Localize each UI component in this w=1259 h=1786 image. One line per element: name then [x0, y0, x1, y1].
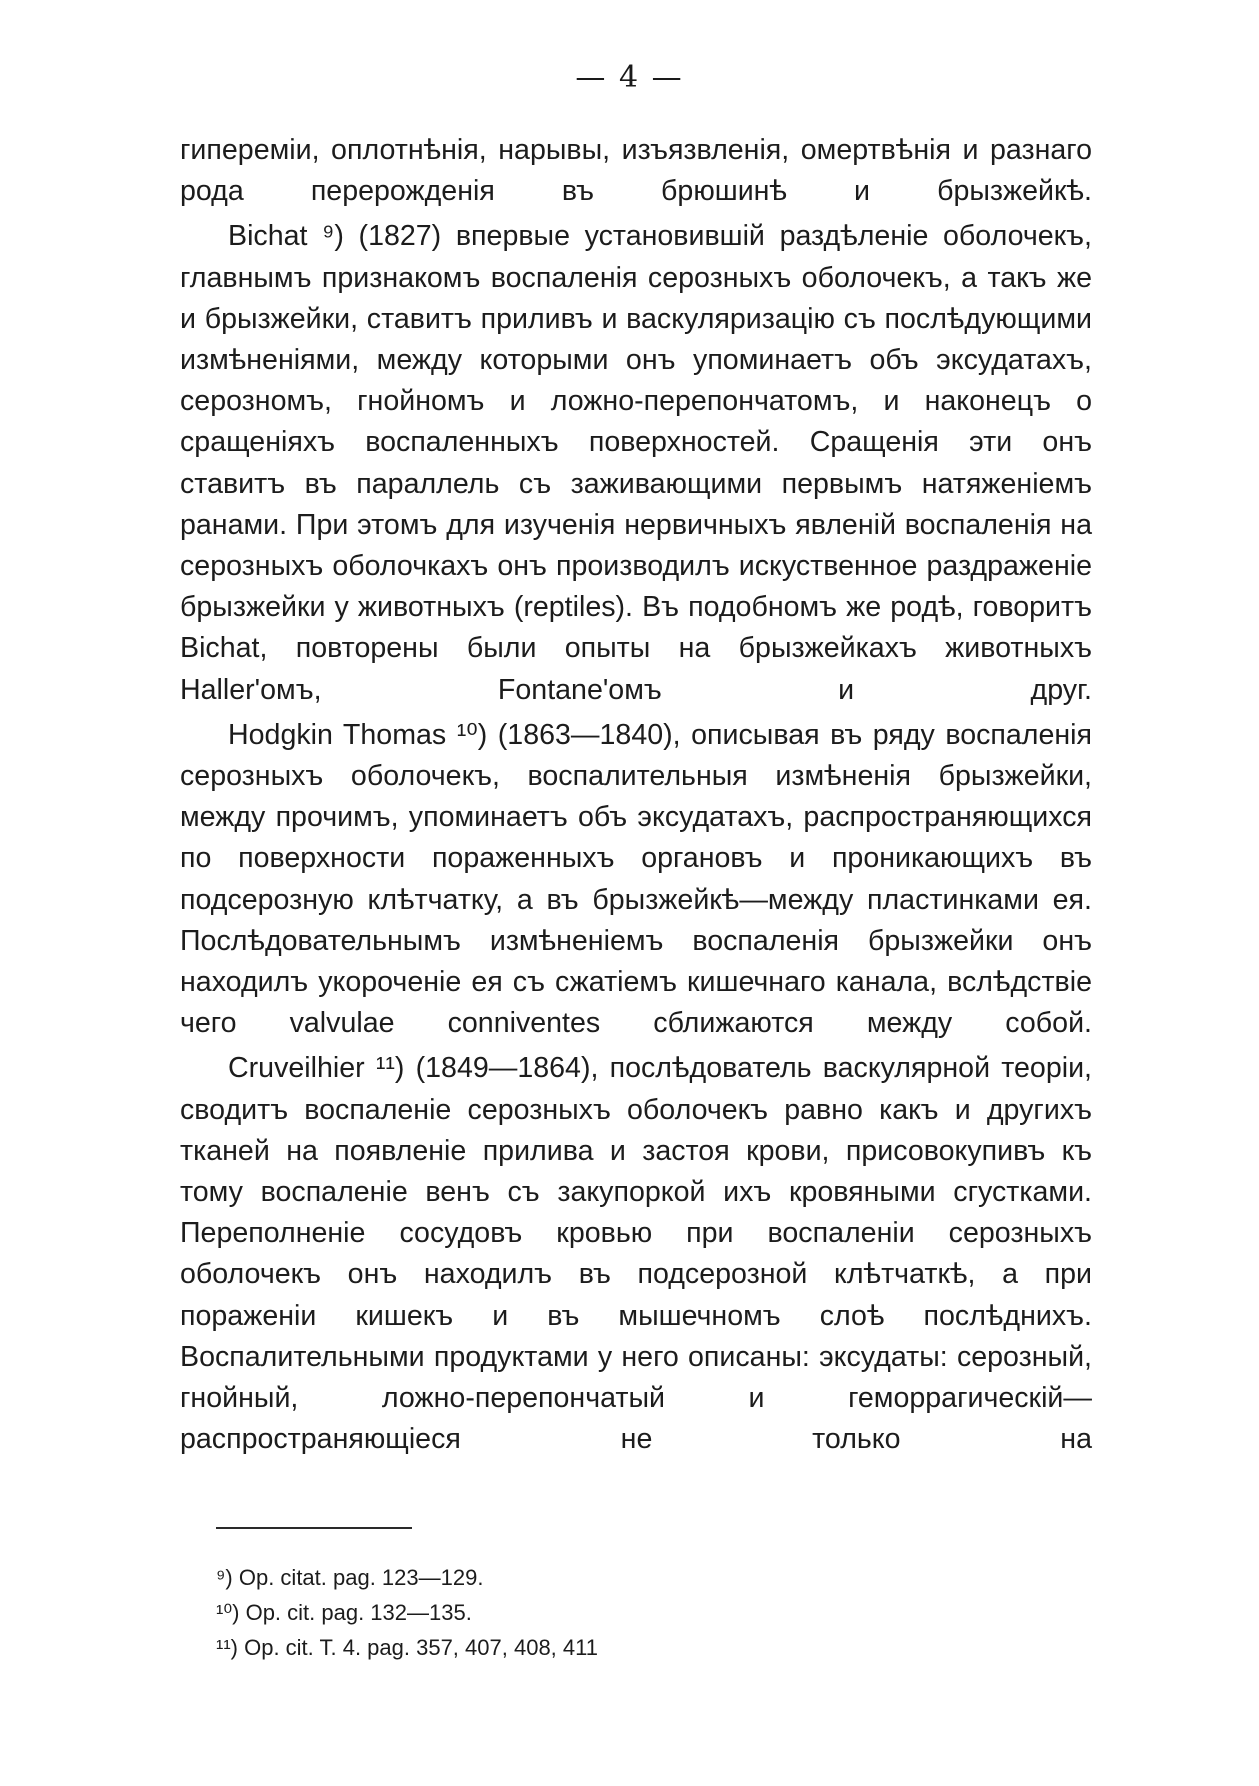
paragraph-cruveilhier: Cruveilhier ¹¹) (1849—1864), послѣдователь васкулярной теоріи, сводитъ воспаленіе серозныхъ оболочекъ равно какъ и другихъ тканей на появленіе прилива и застоя крови, присовокупивъ къ тому воспаленіе венъ съ закупоркой ихъ кровяными сгустками. Переполненіе сосудовъ кровью при воспаленіи серозныхъ оболочекъ онъ находилъ въ подсерозной клѣтчаткѣ, а при пораженіи кишекъ и въ мышечномъ слоѣ послѣднихъ. Воспалительными продуктами у него описаны: эксудаты: серозный, гнойный, ложно-перепончатый и геморрагическій—распространяющіеся не только на — [180, 1052, 1092, 1456]
footnote-10: ¹⁰) Op. cit. pag. 132—135. — [216, 1600, 472, 1625]
paragraph-continuation: гипереміи, оплотнѣнія, нарывы, изъязвленія, омертвѣнія и разнаго рода перерожденія въ брюшинѣ и брызжейкѣ. — [180, 134, 1092, 208]
footnote-11: ¹¹) Op. cit. T. 4. pag. 357, 407, 408, 411 — [216, 1635, 598, 1660]
footnotes — [216, 1560, 916, 1665]
footnote-divider — [216, 1527, 412, 1529]
page-number: — 4 — — [575, 60, 684, 95]
footnote-9: ⁹) Op. citat. pag. 123—129. — [216, 1565, 484, 1590]
body-text — [180, 130, 1092, 1465]
paragraph-bichat: Bichat ⁹) (1827) впервые установившій раздѣленіе оболочекъ, главнымъ признакомъ воспаленія серозныхъ оболочекъ, а такъ же и брызжейки, ставитъ приливъ и васкуляризацію съ послѣдующими измѣненіями, между которыми онъ упоминаетъ объ эксудатахъ, серозномъ, гнойномъ и ложно-перепончатомъ, и наконецъ о сращеніяхъ воспаленныхъ поверхностей. Сращенія эти онъ ставитъ въ параллель съ заживающими первымъ натяженіемъ ранами. При этомъ для изученія нервичныхъ явленій воспаленія на серозныхъ оболочкахъ онъ производилъ искуственное раздраженіе брызжейки у животныхъ (reptiles). Въ подобномъ же родѣ, говоритъ Bichat, повторены были опыты на брызжейкахъ животныхъ Haller'омъ, Fontane'омъ и друг. — [180, 220, 1092, 706]
paragraph-hodgkin: Hodgkin Thomas ¹⁰) (1863—1840), описывая въ ряду воспаленія серозныхъ оболочекъ, воспалительныя измѣненія брызжейки, между прочимъ, упоминаетъ объ эксудатахъ, распространяющихся по поверхности пораженныхъ органовъ и проникающихъ въ подсерозную клѣтчатку, а въ брызжейкѣ—между пластинками ея. Послѣдовательнымъ измѣненіемъ воспаленія брызжейки онъ находилъ укороченіе ея съ сжатіемъ кишечнаго канала, вслѣдствіе чего valvulae conniventes сближаются между собой. — [180, 718, 1092, 1040]
